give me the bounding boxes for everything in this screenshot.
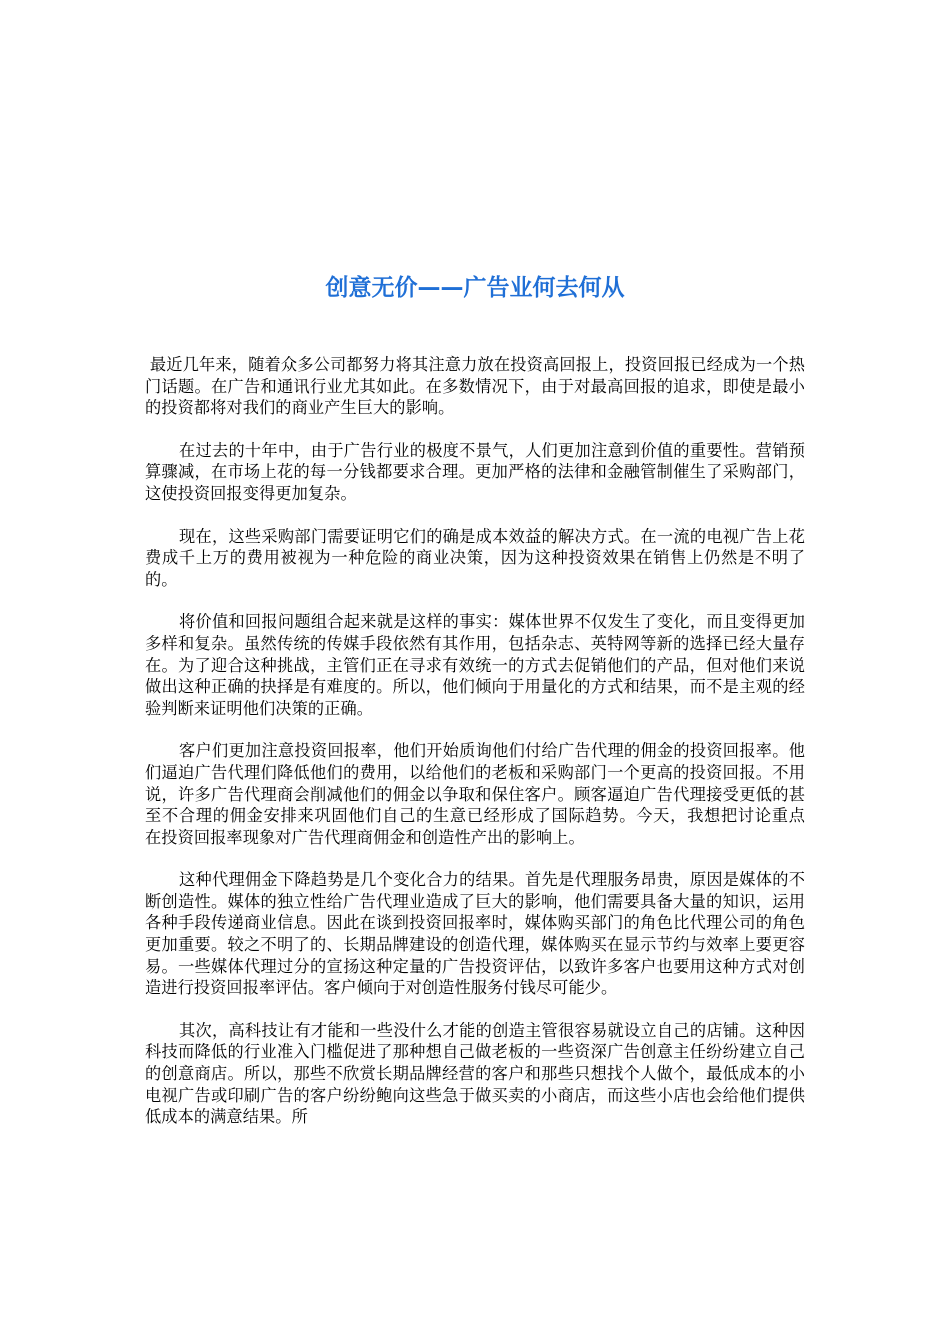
paragraph-6: 这种代理佣金下降趋势是几个变化合力的结果。首先是代理服务昂贵，原因是媒体的不断创造性。媒体的独立性给广告代理业造成了巨大的影响，他们需要具备大量的知识，运用各种手段传递商业信息。因此在谈到投资回报率时，媒体购买部门的角色比代理公司的角色更加重要。较之不明了的、长期品牌建设的创造代理，媒体购买在显示节约与效率上要更容易。一些媒体代理过分的宣扬这种定量的广告投资评估，以致许多客户也要用这种方式对创造进行投资回报率评估。客户倾向于对创造性服务付钱尽可能少。: [145, 870, 805, 998]
paragraph-1: 最近几年来，随着众多公司都努力将其注意力放在投资高回报上，投资回报已经成为一个热门话题。在广告和通讯行业尤其如此。在多数情况下，由于对最高回报的追求，即使是最小的投资都将对我们的商业产生巨大的影响。: [145, 355, 805, 418]
document-body: [145, 354, 822, 1149]
paragraph-5: 客户们更加注意投资回报率，他们开始质询他们付给广告代理的佣金的投资回报率。他们逼迫广告代理们降低他们的费用，以给他们的老板和采购部门一个更高的投资回报。不用 说，许多广告代理商会削减他们的佣金以争取和保住客户。顾客逼迫广告代理接受更低的甚至不合理的佣金安排来巩固他们自己的生意已经形成了国际趋势。今天，我想把讨论重点 在投资回报率现象对广告代理商佣金和创造性产出的影响上。: [145, 741, 822, 847]
paragraph-2: 在过去的十年中，由于广告行业的极度不景气，人们更加注意到价值的重要性。营销预算骤减，在市场上花的每一分钱都要求合理。更加严格的法律和金融管制催生了采购部门，这使投资回报变得更加复杂。: [145, 440, 805, 503]
paragraph-7: 其次，高科技让有才能和一些没什么才能的创造主管很容易就设立自己的店铺。这种因科技而降低的行业准入门槛促进了那种想自己做老板的一些资深广告创意主任纷纷建立自己的创意商店。所以，那些不欣赏长期品牌经营的客户和那些只想找个人做个，最低成本的小电视广告或印刷广告的客户纷纷鲍向这些急于做买卖的小商店，而这些小店也会给他们提供低成本的满意结果。所: [145, 1020, 805, 1127]
paragraph-4: 将价值和回报问题组合起来就是这样的事实：媒体世界不仅发生了变化，而且变得更加多样和复杂。虽然传统的传媒手段依然有其作用，包括杂志、英特网等新的选择已经大量存在。为了迎合这种挑战，主管们正在寻求有效统一的方式去促销他们的产品，但对他们来说做出这种正确的抉择是有难度的。所以，他们倾向于用量化的方式和结果，而不是主观的经验判断来证明他们决策的正确。: [145, 612, 805, 718]
paragraph-3: 现在，这些采购部门需要证明它们的确是成本效益的解决方式。在一流的电视广告上花费成千上万的费用被视为一种危险的商业决策，因为这种投资效果在销售上仍然是不明了的。: [145, 526, 805, 589]
document-title: 创意无价——广告业何去何从: [325, 275, 625, 301]
